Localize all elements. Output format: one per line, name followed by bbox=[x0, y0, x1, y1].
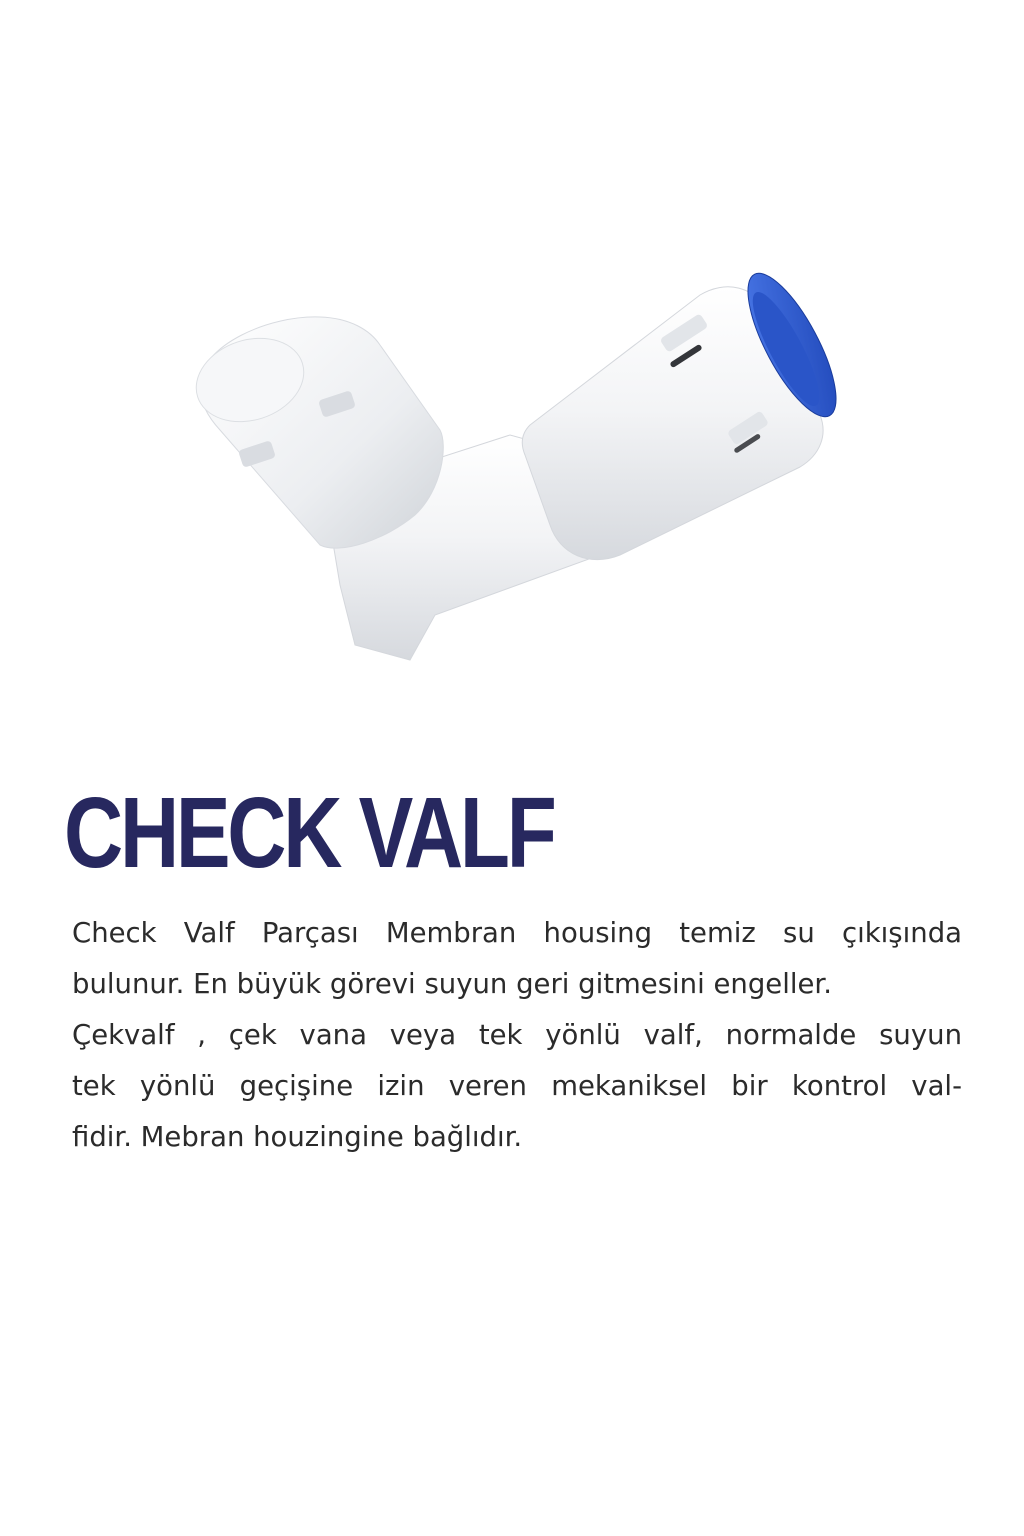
elbow-check-valve-fitting-icon bbox=[180, 255, 860, 675]
description-line: Çekvalf , çek vana veya tek yönlü valf, normalde suyun bbox=[72, 1019, 962, 1051]
description-line: fidir. Mebran houzingine bağlıdır. bbox=[72, 1121, 523, 1153]
description-line: Check Valf Parçası Membran housing temiz su çıkışında bbox=[72, 917, 962, 949]
description-line: bulunur. En büyük görevi suyun geri gitmesini engeller. bbox=[72, 968, 832, 1000]
page-title: CHECK VALF bbox=[64, 777, 554, 889]
product-image bbox=[180, 255, 860, 675]
product-description bbox=[72, 908, 962, 1163]
description-line: tek yönlü geçişine izin veren mekaniksel bir kontrol val- bbox=[72, 1070, 962, 1102]
